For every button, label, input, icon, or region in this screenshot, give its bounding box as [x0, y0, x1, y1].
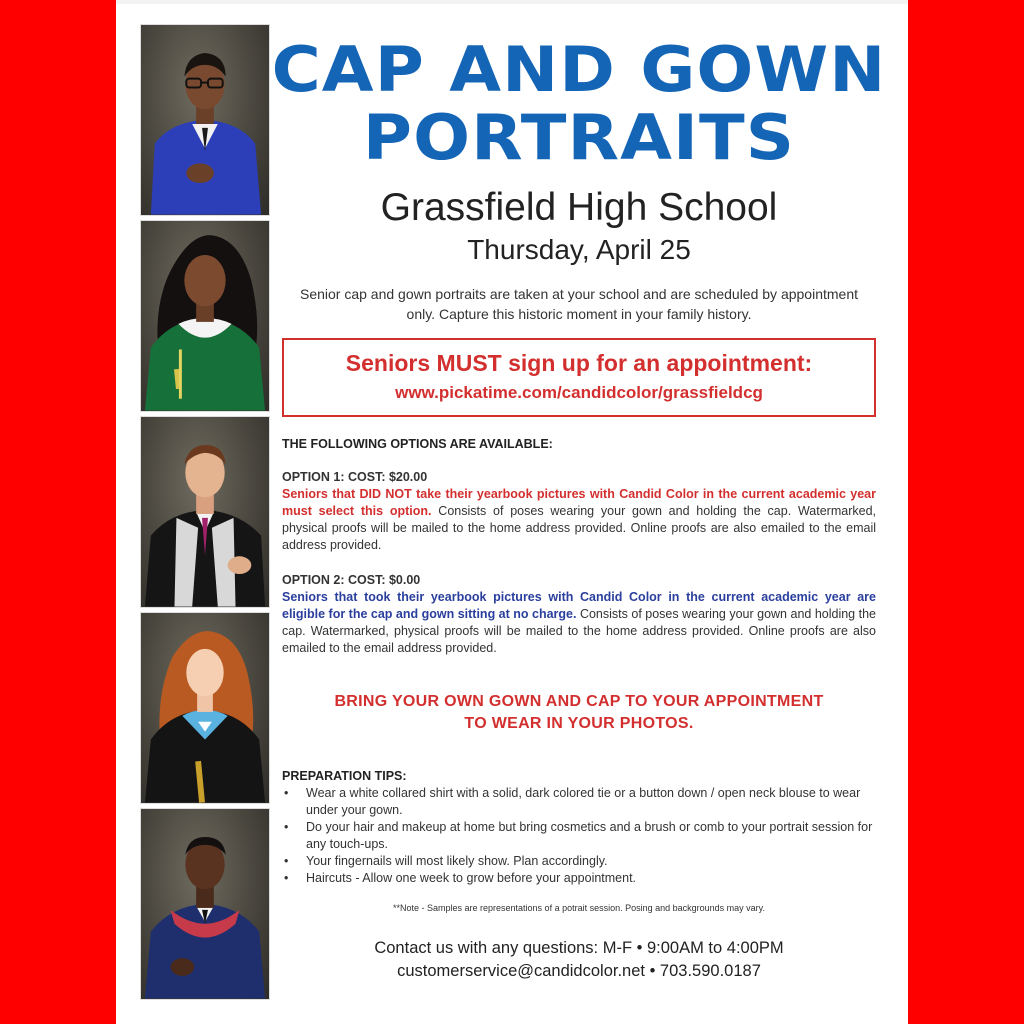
signup-title: Seniors MUST sign up for an appointment:: [345, 350, 813, 377]
bring-line-2: TO WEAR IN YOUR PHOTOS.: [464, 715, 694, 733]
option-2-highlight: Seniors that took their yearbook pictures with Candid Color in the current academic year are eligible for the cap and gown sitting at no charge.: [282, 590, 876, 622]
list-item: • Wear a white collared shirt with a solid, dark colored tie or a button down / open neck blouse to wear under your gown.: [282, 785, 876, 819]
option-1-highlight: Seniors that DID NOT take their yearbook pictures with Candid Color in the current academic year must select this option.: [282, 487, 876, 519]
preparation-tips-title: PREPARATION TIPS:: [282, 769, 407, 784]
portrait-column: [140, 24, 270, 1004]
bring-line-1: BRING YOUR OWN GOWN AND CAP TO YOUR APPOINTMENT: [334, 693, 824, 711]
signup-link[interactable]: www.pickatime.com/candidcolor/grassfieldcg: [395, 383, 763, 403]
flyer-page: [116, 0, 908, 1024]
portrait-blue-gown: [140, 24, 270, 216]
flyer-content: [271, 33, 887, 983]
option-2-title: OPTION 2: COST: $0.00: [282, 573, 421, 588]
intro-text: Senior cap and gown portraits are taken at your school and are scheduled by appointment only. Capture this historic moment in your family history.: [299, 286, 859, 323]
portrait-black-gown-white-stole: [140, 416, 270, 608]
contact-info: [282, 937, 876, 983]
option-1-title: OPTION 1: COST: $20.00: [282, 470, 428, 485]
list-item: • Haircuts - Allow one week to grow before your appointment.: [282, 870, 876, 887]
school-name: Grassfield High School: [380, 186, 778, 230]
top-strip: [116, 0, 908, 4]
event-date: Thursday, April 25: [467, 234, 691, 266]
option-1-description: Consists of poses wearing your gown and holding the cap. Watermarked, physical proofs will be mailed to the home address provided. Online proofs are also emailed to the email address provided.: [282, 504, 876, 553]
sample-note: **Note - Samples are representations of a potrait session. Posing and backgrounds may vary.: [392, 903, 766, 914]
contact-email-phone[interactable]: customerservice@candidcolor.net • 703.590.0187: [397, 962, 761, 981]
headline-line-1: CAP AND GOWN: [271, 33, 887, 106]
option-1-body: [282, 486, 876, 554]
option-1: [282, 469, 876, 554]
portrait-navy-gown-red-stole: [140, 808, 270, 1000]
option-2-description: Consists of poses wearing your gown and holding the cap. Watermarked, physical proofs will be mailed to the home address provided. Online proofs are also emailed to the email address provided.: [282, 607, 876, 656]
portrait-green-gown: [140, 220, 270, 412]
option-2: [282, 572, 876, 657]
option-2-body: [282, 589, 876, 657]
options-heading: THE FOLLOWING OPTIONS ARE AVAILABLE:: [282, 437, 553, 452]
headline-line-2: PORTRAITS: [362, 101, 796, 175]
headline: [258, 33, 900, 175]
contact-hours: Contact us with any questions: M-F • 9:00AM to 4:00PM: [374, 939, 784, 958]
signup-box: [282, 338, 876, 417]
list-item: • Do your hair and makeup at home but bring cosmetics and a brush or comb to your portrait session for any touch-ups.: [282, 819, 876, 853]
list-item: • Your fingernails will most likely show. Plan accordingly.: [282, 853, 876, 870]
bring-gown-notice: [282, 691, 876, 735]
portrait-black-gown-blue-stole: [140, 612, 270, 804]
preparation-tips-list: [282, 785, 876, 887]
